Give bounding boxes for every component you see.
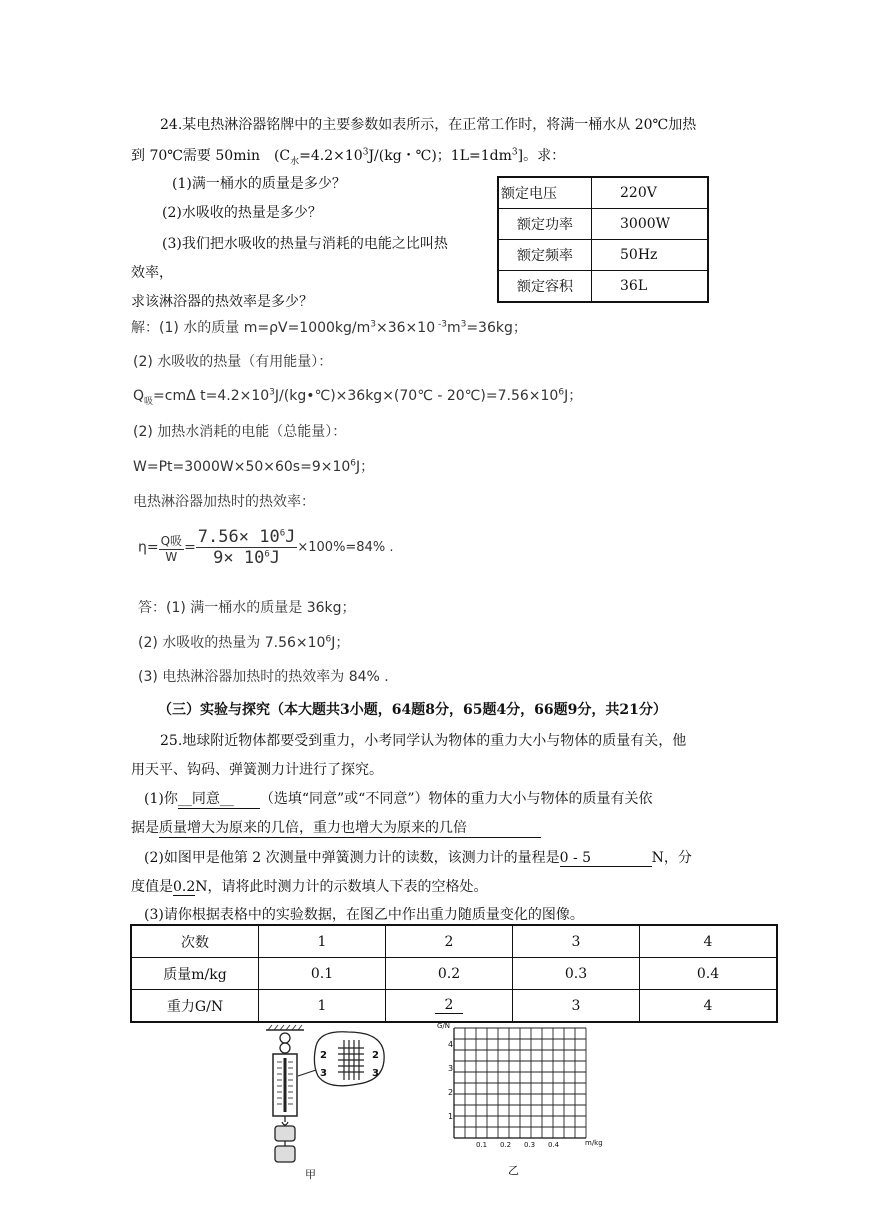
solution-line3: $Q_吸=cm\Delta$ $t=4.2\times 10^3J/(kg•℃)\times 36kg\times(70℃$ - $20℃)=7.56\times 10^6J$； <box>133 387 583 407</box>
table-cell: 4 <box>640 990 778 1023</box>
data-table <box>130 924 778 1023</box>
table-header: 4 <box>640 925 778 958</box>
figure-jia-label: 甲 <box>305 1168 316 1181</box>
q25-part2a: (2)如图甲是他第 2 次测量中弹簧测力计的读数，该测力计的量程是0 - 5 N，分 <box>144 850 692 866</box>
solution-line4: (2) 加热水消耗的电能（总能量）： <box>133 424 347 440</box>
table-header: 3 <box>513 925 640 958</box>
spec-label: 额定频率 <box>498 240 592 271</box>
scale-mark-top-right: 2 <box>372 1050 379 1061</box>
x-tick-label: 0.4 <box>548 1141 560 1149</box>
answer-line2: (2) 水吸收的热量为 $7.56\times 10^6J$； <box>138 634 350 651</box>
scale-mark-bottom: 3 <box>320 1068 327 1079</box>
graph-ylabel: G/N <box>437 1022 451 1030</box>
answer-blank: 0.2 <box>173 879 196 895</box>
y-tick-label: 2 <box>448 1088 454 1097</box>
spec-label: 额定容积 <box>498 271 592 303</box>
solution-line5: $W=Pt=3000W\times 50\times 60s=9\times 10^6J$； <box>133 458 375 475</box>
section-heading: （三）实验与探究（本大题共3小题，64题8分，65题4分，66题9分，共21分） <box>158 702 667 718</box>
spec-row <box>498 177 708 209</box>
spec-value: 3000W <box>592 209 709 240</box>
y-tick-label: 3 <box>448 1064 454 1073</box>
x-tick-label: 0.3 <box>524 1141 536 1149</box>
table-row <box>131 925 777 958</box>
table-cell: 重力G/N <box>131 990 259 1023</box>
eta-label: η= <box>138 539 159 556</box>
efficiency-formula: η= $\frac{\text{Q吸}}{W}$ = $\frac{7.56\times 10^6J}{9\times 10^6J}$ ×100%=84% . <box>138 527 394 568</box>
q24-sub3c: 求该淋浴器的热效率是多少？ <box>131 294 313 310</box>
spec-label: 额定电压 <box>498 177 592 209</box>
spec-value: 50Hz <box>592 240 709 271</box>
solution-line1: 解：(1) 水的质量 $m=\rho V=1000kg/m^3\times 36\times 10$ $^{-3}m^3=36kg$； <box>131 319 527 336</box>
y-tick-label: 4 <box>448 1040 454 1049</box>
answer-line3: (3) 电热淋浴器加热时的热效率为 84% . <box>138 669 389 685</box>
scale-mark-top: 2 <box>320 1050 327 1061</box>
solution-line6: 电热淋浴器加热时的热效率： <box>133 494 315 510</box>
table-header: 1 <box>259 925 386 958</box>
grid-graph <box>440 1024 610 1154</box>
table-cell: 1 <box>259 990 386 1023</box>
table-cell: 2 <box>386 990 513 1023</box>
spec-value: 36L <box>592 271 709 303</box>
table-cell: 0.1 <box>259 958 386 990</box>
fraction-values: $\frac{7.56\times 10^6J}{9\times 10^6J}$ <box>197 527 296 568</box>
q24-line2: 到 70℃需要 50min ($C_水=4.2\times 10^3J/(kg$・℃)；$1L=1dm^3$]。求： <box>131 147 566 167</box>
q25-part2b: 度值是0.2N，请将此时测力计的示数填人下表的空格处。 <box>131 879 488 895</box>
answer-blank: __同意__ <box>178 788 260 809</box>
q25-part1b: 据是质量增大为原来的几倍，重力也增大为原来的几倍 <box>131 817 541 838</box>
solution-line2: (2) 水吸收的热量（有用能量）： <box>133 354 333 370</box>
q24-sub3a: (3)我们把水吸收的热量与消耗的电能之比叫热 <box>162 236 448 252</box>
q24-line1: 24.某电热淋浴器铭牌中的主要参数如表所示，在正常工作时，将满一桶水从 20℃加热 <box>160 117 697 133</box>
spec-label: 额定功率 <box>498 209 592 240</box>
spec-row <box>498 240 708 271</box>
spec-value: 220V <box>592 177 709 209</box>
spec-row <box>498 271 708 303</box>
x-tick-label: 0.1 <box>476 1141 488 1149</box>
q25-part1a: (1)你__同意__ （选填“同意”或“不同意”）物体的重力大小与物体的质量有关依 <box>144 788 652 809</box>
q24-sub2: (2)水吸收的热量是多少？ <box>162 205 322 221</box>
table-cell: 0.4 <box>640 958 778 990</box>
q25-intro2: 用天平、钩码、弹簧测力计进行了探究。 <box>131 762 383 778</box>
spec-row <box>498 209 708 240</box>
answer-blank: 0 - 5 <box>560 850 652 867</box>
q25-part3: (3)请你根据表格中的实验数据，在图乙中作出重力随质量变化的图像。 <box>144 907 584 923</box>
scale-mark-bottom-right: 3 <box>372 1068 379 1079</box>
table-cell: 0.2 <box>386 958 513 990</box>
spec-table <box>497 176 709 303</box>
table-header: 次数 <box>131 925 259 958</box>
spring-balance-figure <box>258 1024 398 1169</box>
answer-line1: 答：(1) 满一桶水的质量是 36kg； <box>138 600 356 616</box>
y-tick-label: 1 <box>448 1112 454 1121</box>
graph-xlabel: m/kg <box>585 1139 603 1147</box>
fraction-q-over-w: $\frac{\text{Q吸}}{W}$ <box>160 533 183 564</box>
q24-sub3b: 效率， <box>131 265 173 281</box>
table-cell: 0.3 <box>513 958 640 990</box>
q25-intro1: 25.地球附近物体都要受到重力，小考同学认为物体的重力大小与物体的质量有关，他 <box>160 733 687 749</box>
x-tick-label: 0.2 <box>500 1141 512 1149</box>
answer-blank: 质量增大为原来的几倍，重力也增大为原来的几倍 <box>159 817 541 838</box>
table-header: 2 <box>386 925 513 958</box>
table-cell: 3 <box>513 990 640 1023</box>
table-cell: 质量m/kg <box>131 958 259 990</box>
q24-sub1: (1)满一桶水的质量是多少？ <box>172 176 346 192</box>
figure-yi-label: 乙 <box>508 1164 519 1177</box>
table-row <box>131 958 777 990</box>
table-row <box>131 990 777 1023</box>
